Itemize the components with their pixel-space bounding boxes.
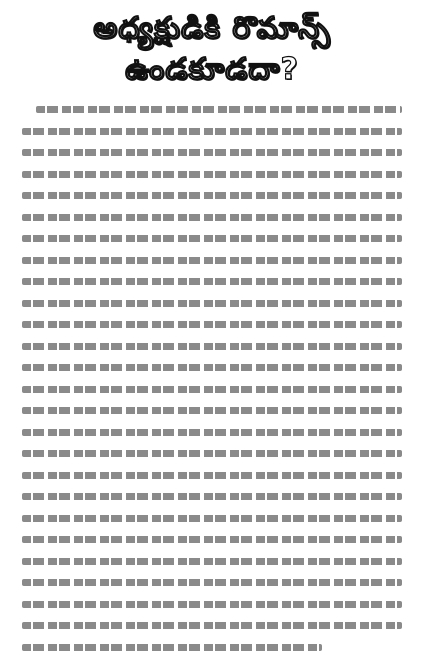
text-line-ink	[22, 472, 402, 479]
text-line-ink	[22, 171, 402, 178]
article-text-line	[22, 510, 402, 527]
text-line-ink	[22, 321, 402, 328]
article-headline	[22, 12, 402, 87]
text-line-ink	[22, 450, 402, 457]
article-text-line	[22, 252, 402, 269]
text-line-ink	[22, 622, 402, 629]
article-text-line	[22, 338, 402, 355]
text-line-ink	[22, 278, 402, 285]
article-text-line	[22, 424, 402, 441]
article-text-line	[22, 316, 402, 333]
text-line-ink	[22, 192, 402, 199]
text-line-ink	[22, 149, 402, 156]
article-text-line	[22, 123, 402, 140]
article-text-line	[22, 617, 402, 634]
text-line-ink	[22, 493, 402, 500]
article-text-line	[22, 101, 402, 118]
text-line-ink	[22, 515, 402, 522]
article-text-line	[22, 639, 402, 656]
article-text-line	[22, 531, 402, 548]
text-line-ink	[22, 579, 402, 586]
headline-line-1: అధ్యక్షుడికి రొమాన్స్	[93, 11, 331, 46]
text-line-ink	[22, 364, 402, 371]
article-text-line	[22, 144, 402, 161]
article-text-line	[22, 273, 402, 290]
text-line-ink	[22, 644, 322, 651]
article-text-line	[22, 166, 402, 183]
article-text-line	[22, 574, 402, 591]
text-line-ink	[22, 235, 402, 242]
text-line-ink	[22, 214, 402, 221]
article-text-line	[22, 402, 402, 419]
article-text-line	[22, 553, 402, 570]
article-text-line	[22, 187, 402, 204]
text-line-ink	[36, 106, 402, 113]
text-line-ink	[22, 343, 402, 350]
article-text-line	[22, 488, 402, 505]
article-text-line	[22, 359, 402, 376]
article-text-line	[22, 467, 402, 484]
text-line-ink	[22, 300, 402, 307]
article-text-line	[22, 295, 402, 312]
text-line-ink	[22, 128, 402, 135]
article-text-line	[22, 209, 402, 226]
text-line-ink	[22, 601, 402, 608]
text-line-ink	[22, 386, 402, 393]
text-line-ink	[22, 257, 402, 264]
text-line-ink	[22, 429, 402, 436]
article-text-line	[22, 381, 402, 398]
text-line-ink	[22, 558, 402, 565]
article-text-line	[22, 445, 402, 462]
article-text-line	[22, 230, 402, 247]
headline-line-2: ఉండకూడదా?	[125, 51, 299, 87]
article-text-line	[22, 596, 402, 613]
text-line-ink	[22, 407, 402, 414]
article-body	[22, 101, 402, 656]
text-line-ink	[22, 536, 402, 543]
